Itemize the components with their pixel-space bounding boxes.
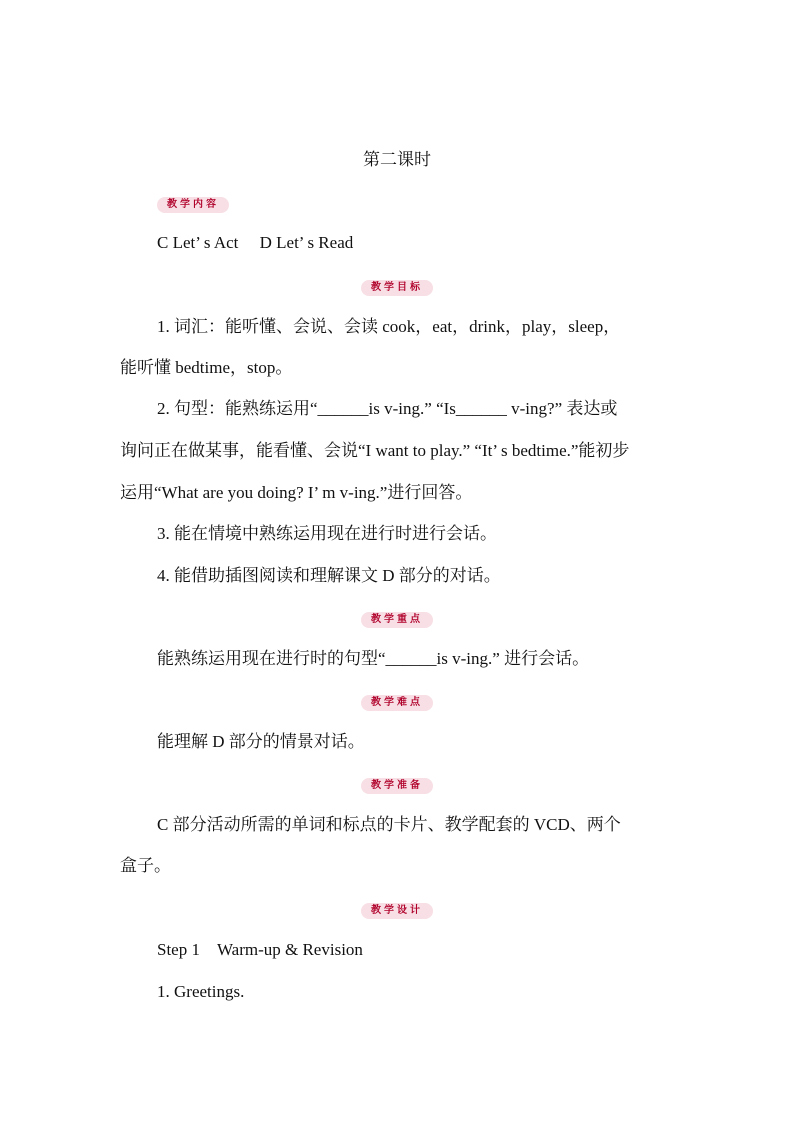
- section-heading: 教学重点: [361, 612, 433, 628]
- section-heading: 教学目标: [361, 280, 433, 296]
- section-heading: 教学难点: [361, 695, 433, 711]
- section-heading: 教学设计: [361, 903, 433, 919]
- section-badge-preparation: [0, 775, 794, 794]
- preparation-line-1: C 部分活动所需的单词和标点的卡片、教学配套的 VCD、两个: [157, 815, 621, 834]
- section-badge-difficulties: [0, 692, 794, 711]
- section-badge-design: [0, 900, 794, 919]
- section-heading: 教学内容: [157, 197, 229, 213]
- section-heading: 教学准备: [361, 778, 433, 794]
- objective-item-2-line-2: 询问正在做某事，能看懂、会说“I want to play.” “It’ s bedtime.”能初步: [120, 441, 630, 460]
- objective-item-1-line-2: 能听懂 bedtime，stop。: [120, 358, 293, 377]
- preparation-line-2: 盒子。: [120, 856, 171, 875]
- section-badge-objectives: [0, 277, 794, 296]
- difficulties-text: 能理解 D 部分的情景对话。: [157, 732, 365, 751]
- objective-item-3: 3. 能在情境中熟练运用现在进行时进行会话。: [157, 524, 497, 543]
- content-text: C Let’ s Act D Let’ s Read: [157, 233, 354, 252]
- objective-item-4: 4. 能借助插图阅读和理解课文 D 部分的对话。: [157, 566, 501, 585]
- design-item-1: 1. Greetings.: [157, 982, 245, 1001]
- objective-item-2-line-1: 2. 句型：能熟练运用“______is v-ing.” “Is______ v-ing?” 表达或: [157, 399, 618, 418]
- section-badge-key-points: [0, 609, 794, 628]
- page-title: 第二课时: [363, 150, 431, 169]
- objective-item-2-line-3: 运用“What are you doing? I’ m v-ing.”进行回答。: [120, 483, 473, 502]
- objective-item-1-line-1: 1. 词汇：能听懂、会说、会读 cook，eat，drink，play，sleep，: [157, 317, 621, 336]
- design-step-1: Step 1 Warm-up & Revision: [157, 940, 363, 959]
- section-badge-content: [157, 194, 229, 213]
- key-points-text: 能熟练运用现在进行时的句型“______is v-ing.” 进行会话。: [157, 649, 590, 668]
